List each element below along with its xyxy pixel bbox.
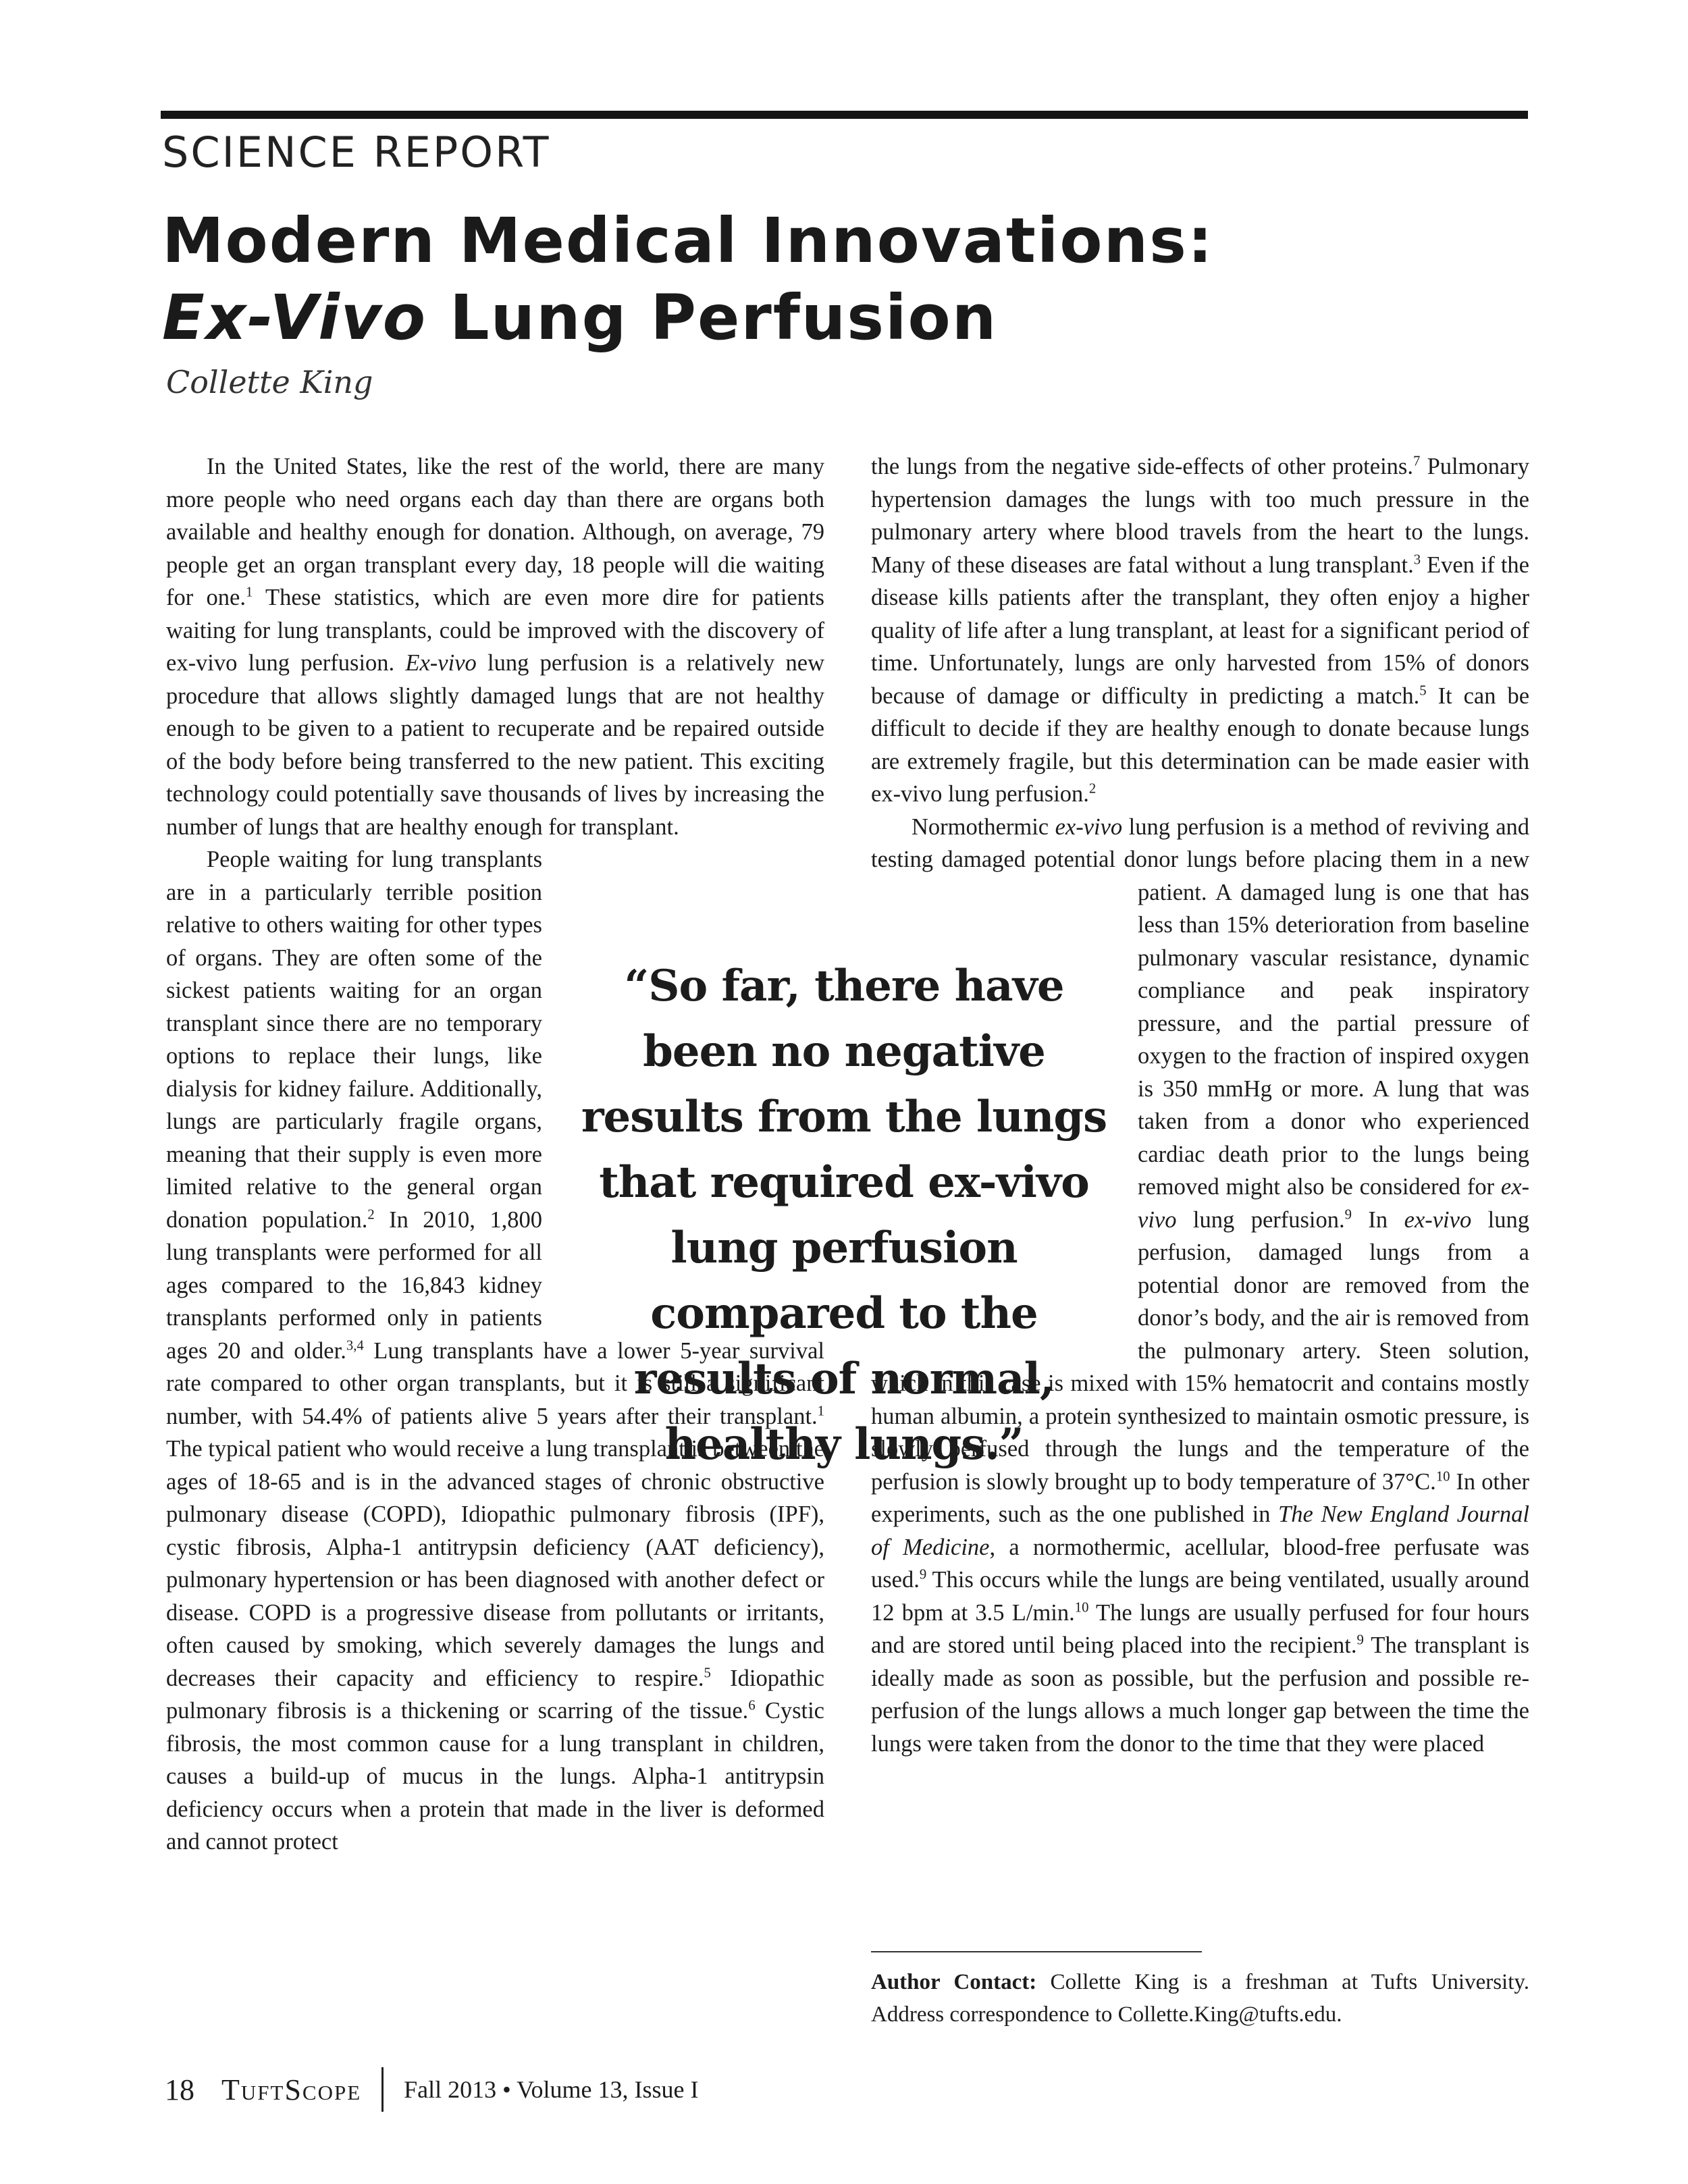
- text-run: The typical patient who would receive a lung transplant is between the ages of 18-65 and is in the advanced stages of chronic obstructive pulmonary disease (COPD), Idiopathic pulmonary fibrosis (IPF), cystic fibrosis, Alpha-1 antitrypsin deficiency (AAT deficiency), pulmonary hypertension or has been diagnosed with another defect or disease. COPD is a progressive disease from pollutants or irritants, often caused by smoking, which severely damages the lungs and decreases their capacity and efficiency to respire.: [166, 1436, 824, 1691]
- issue-info: Fall 2013 • Volume 13, Issue I: [404, 2076, 699, 2103]
- text-run: In the United States, like the rest of the world, there are many more people who need organs each day than there are organs both available and healthy enough for donation. Although, on average, 79 people get an organ transplant every day, 18 people will die waiting for one.: [166, 454, 824, 610]
- text-run: lung perfusion is a method of reviving and testing damaged potential donor lungs before placing them in a new patient. A damaged lung is one that has less than 15% deterioration from baseline pulmonary vascular resistance, dynamic compliance and peak inspiratory pressure, and the partial pressure of oxygen to the fraction of inspired oxygen is 350 mmHg or more. A lung that was taken from a donor who experienced cardiac death prior to the lungs being removed might also be considered for: [871, 814, 1530, 1200]
- title-italic: Ex-Vivo: [162, 282, 427, 354]
- author-contact: [871, 1966, 1529, 2031]
- text-run: Lung transplants have a lower 5-year survival rate compared to other organ transplants, but it is still a significant number, with 54.4% of patients alive 5 years after their transplant.: [166, 1337, 824, 1429]
- text-run: These statistics, which are even more dire for patients waiting for lung transplants, could be improved with the discovery of ex-vivo lung perfusion.: [166, 585, 824, 676]
- citation: 9: [1344, 1207, 1352, 1222]
- author-contact-label: Author Contact:: [871, 1970, 1037, 1994]
- title-line-1: Modern Medical Innovations:: [162, 205, 1214, 277]
- text-run: Pulmonary hypertension damages the lungs with too much pressure in the pulmonary artery where blood travels from the heart to the lungs. Many of these diseases are fatal without a lung transplant.: [871, 454, 1529, 578]
- citation: 5: [704, 1666, 711, 1680]
- citation: 2: [367, 1207, 375, 1222]
- text-run: lung perfusion is a relatively new procedure that allows slightly damaged lungs that are not healthy enough to be given to a patient to recuperate and be repaired outside of the body before being transferred to the new patient. This exciting technology could potentially save thousands of lives by increasing the number of lungs that are healthy enough for transplant.: [166, 650, 824, 840]
- journal-title: The New England Journal of Medicine: [871, 1501, 1529, 1560]
- text-run: The transplant is ideally made as soon as possible, but the perfusion and possible re-perfusion of the lungs allows a much longer gap between the time the lungs were taken from the donor to the time that they were placed: [871, 1632, 1529, 1757]
- text-run: In: [1351, 1206, 1404, 1233]
- text-run: lung perfusion, damaged lungs from a potential donor are removed from the donor’s body, and the air is removed from the pulmonary artery. Steen solution, which in this case is mixed with 15% hematocrit and contains mostly human albumin, a protein synthesized to maintain osmotic pressure, is slowly perfused through the lungs and the temperature of the perfusion is slowly brought up to body temperature of 37°C.: [871, 1206, 1529, 1495]
- citation: 3,4: [346, 1338, 364, 1353]
- author-byline: Collette King: [166, 364, 373, 400]
- text-run: It can be difficult to decide if they are healthy enough to donate because lungs are extremely fragile, but this determination can be made easier with ex-vivo lung perfusion.: [871, 683, 1530, 807]
- text-run: In other experiments, such as the one published in: [871, 1468, 1529, 1527]
- citation: 3: [1413, 552, 1421, 567]
- author-contact-text: Collette King is a freshman at Tufts University. Address correspondence to Collette.King@tufts.edu.: [871, 1970, 1529, 2027]
- citation: 1: [817, 1404, 824, 1418]
- right-paragraph-1: [871, 450, 1529, 811]
- text-run: ex-vivo: [1055, 814, 1123, 840]
- text-run: Ex-vivo: [405, 650, 477, 676]
- citation: 2: [1088, 781, 1097, 797]
- page-footer: [165, 2066, 698, 2113]
- publication-name: TuftScope: [221, 2073, 362, 2106]
- text-run: lung perfusion.: [1176, 1206, 1345, 1233]
- text-run: The lungs are usually perfused for four hours and are stored until being placed into the recipient.: [871, 1599, 1529, 1658]
- contact-rule: [871, 1951, 1202, 1952]
- page-number: 18: [165, 2073, 194, 2106]
- text-run: Cystic fibrosis, the most common cause for a lung transplant in children, causes a build-up of mucus in the lungs. Alpha-1 antitrypsin deficiency occurs when a protein that made in the liver is deformed and cannot protect: [166, 1698, 824, 1855]
- text-run: ex-vivo: [1404, 1206, 1472, 1233]
- text-run: Idiopathic pulmonary fibrosis is a thickening or scarring of the tissue.: [166, 1665, 824, 1724]
- citation: 1: [245, 585, 253, 600]
- citation: 5: [1419, 683, 1427, 698]
- text-run: Normothermic: [912, 814, 1055, 840]
- title-line-2: [162, 279, 1526, 356]
- citation: 10: [1074, 1600, 1089, 1615]
- citation: 7: [1413, 454, 1421, 469]
- left-paragraph-1: [166, 450, 824, 843]
- text-run: the lungs from the negative side-effects of other proteins.: [871, 454, 1413, 479]
- pull-quote: “So far, there have been no negative results from the lungs that required ex-vivo lung perfusion compared to the results of normal, healthy lungs.”: [581, 961, 1107, 1470]
- citation: 6: [748, 1698, 756, 1713]
- footer-divider: [381, 2067, 384, 2112]
- section-label: SCIENCE REPORT: [162, 128, 551, 177]
- text-run: Even if the disease kills patients after the transplant, they often enjoy a higher quality of life after a lung transplant, at least for a significant period of time. Unfortunately, lungs are only harvested from 15% of donors because of damage or difficulty in predicting a match.: [871, 552, 1529, 709]
- citation: 9: [1356, 1632, 1364, 1648]
- article-title: [162, 203, 1526, 356]
- citation: 10: [1435, 1469, 1450, 1484]
- text-run: This occurs while the lungs are being ventilated, usually around 12 bpm at 3.5 L/min.: [871, 1567, 1529, 1626]
- top-rule: [161, 111, 1528, 119]
- text-run: ex-vivo: [1138, 1174, 1529, 1233]
- citation: 9: [919, 1567, 927, 1582]
- title-rest: Lung Perfusion: [426, 282, 998, 354]
- text-run: People waiting for lung transplants are in a particularly terrible position relative to others waiting for other types of organs. They are often some of the sickest patients waiting for an organ transplant since there are no temporary options to replace their lungs, like dialysis for kidney failure. Additionally, lungs are particularly fragile organs, meaning that their supply is even more limited relative to the general organ donation population.: [166, 847, 542, 1233]
- text-run: , a normothermic, acellular, blood-free perfusate was used.: [871, 1534, 1529, 1593]
- text-run: In 2010, 1,800 lung transplants were performed for all ages compared to the 16,843 kidney transplants performed only in patients ages 20 and older.: [166, 1206, 542, 1364]
